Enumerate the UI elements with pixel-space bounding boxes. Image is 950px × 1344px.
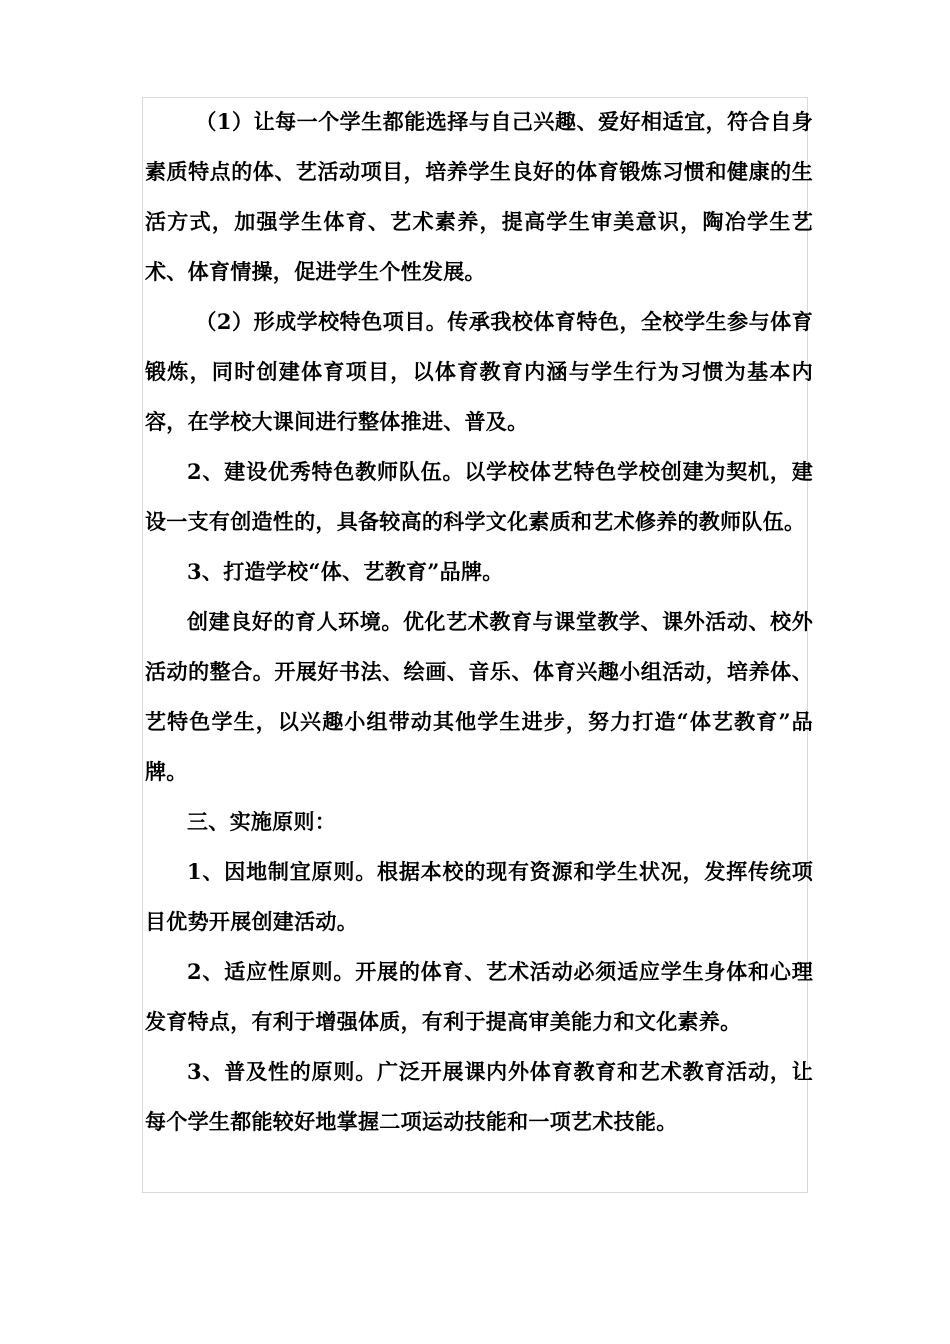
paragraph-principle-2: 2、适应性原则。开展的体育、艺术活动必须适应学生身体和心理发育特点，有利于增强体质，有利于提高审美能力和文化素养。 (145, 959, 813, 1034)
paragraph-teacher-team: 2、建设优秀特色教师队伍。以学校体艺特色学校创建为契机，建设一支有创造性的，具备较高的科学文化素质和艺术修养的教师队伍。 (145, 459, 813, 534)
paragraph-principle-1: 1、因地制宜原则。根据本校的现有资源和学生状况，发挥传统项目优势开展创建活动。 (145, 859, 813, 934)
section-heading-principles: 三、实施原则： (187, 809, 337, 834)
paragraph-environment: 创建良好的育人环境。优化艺术教育与课堂教学、课外活动、校外活动的整合。开展好书法、绘画、音乐、体育兴趣小组活动，培养体、艺特色学生，以兴趣小组带动其他学生进步，努力打造“体艺教育”品牌。 (145, 609, 813, 784)
paragraph-goal-2: （2）形成学校特色项目。传承我校体育特色，全校学生参与体育锻炼，同时创建体育项目，以体育教育内涵与学生行为习惯为基本内容，在学校大课间进行整体推进、普及。 (145, 309, 813, 434)
paragraph-brand-heading: 3、打造学校“体、艺教育”品牌。 (187, 559, 504, 584)
paragraph-goal-1: （1）让每一个学生都能选择与自己兴趣、爱好相适宜，符合自身素质特点的体、艺活动项目，培养学生良好的体育锻炼习惯和健康的生活方式，加强学生体育、艺术素养，提高学生审美意识，陶冶学生艺术、体育情操，促进学生个性发展。 (145, 109, 813, 284)
paragraph-principle-3: 3、普及性的原则。广泛开展课内外体育教育和艺术教育活动，让每个学生都能较好地掌握二项运动技能和一项艺术技能。 (145, 1059, 813, 1134)
document-body (145, 97, 813, 1147)
